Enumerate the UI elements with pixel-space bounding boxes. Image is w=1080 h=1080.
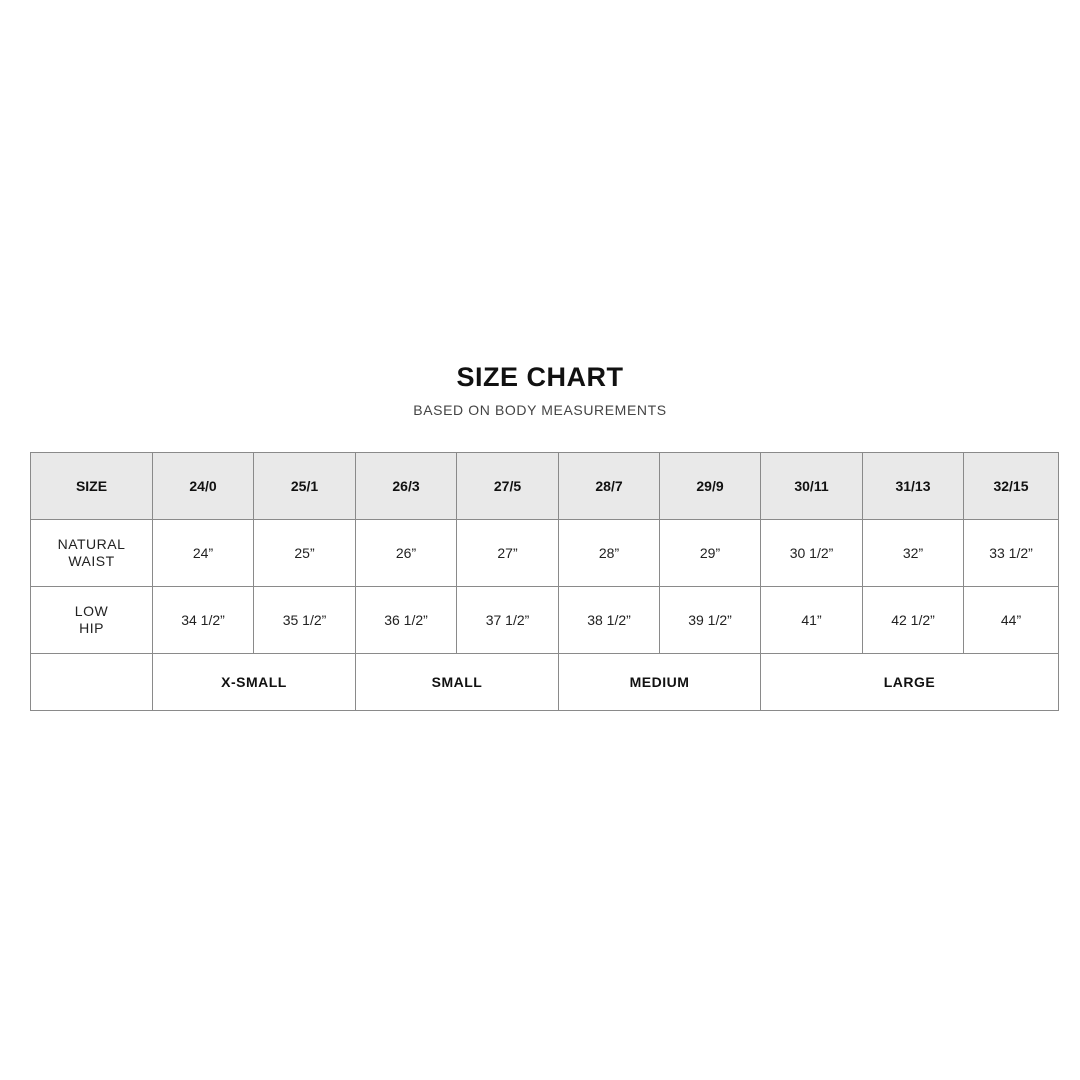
- page-subtitle: BASED ON BODY MEASUREMENTS: [413, 402, 667, 418]
- hip-cell: 44”: [964, 587, 1059, 654]
- row-label-low-hip: [31, 587, 153, 654]
- size-header-cell: 25/1: [254, 453, 356, 520]
- waist-cell: 25”: [254, 520, 356, 587]
- table-row-low-hip: [31, 587, 1059, 654]
- size-header-cell: 24/0: [153, 453, 254, 520]
- table-row-size-groups: [31, 654, 1059, 711]
- hip-cell: 37 1/2”: [457, 587, 559, 654]
- size-group-small: SMALL: [356, 654, 559, 711]
- waist-cell: 33 1/2”: [964, 520, 1059, 587]
- hip-cell: 38 1/2”: [559, 587, 660, 654]
- size-header-cell: 26/3: [356, 453, 457, 520]
- size-header-cell: 29/9: [660, 453, 761, 520]
- page-title: SIZE CHART: [456, 362, 624, 392]
- waist-cell: 27”: [457, 520, 559, 587]
- row-label-natural-waist: [31, 520, 153, 587]
- waist-cell: 26”: [356, 520, 457, 587]
- hip-cell: 35 1/2”: [254, 587, 356, 654]
- size-header-cell: 28/7: [559, 453, 660, 520]
- size-header-cell: 32/15: [964, 453, 1059, 520]
- hip-cell: 34 1/2”: [153, 587, 254, 654]
- size-group-medium: MEDIUM: [559, 654, 761, 711]
- empty-group-label-cell: [31, 654, 153, 711]
- hip-cell: 39 1/2”: [660, 587, 761, 654]
- size-header-cell: 31/13: [863, 453, 964, 520]
- waist-cell: 32”: [863, 520, 964, 587]
- hip-cell: 41”: [761, 587, 863, 654]
- size-group-large: LARGE: [761, 654, 1059, 711]
- row-label-line: NATURAL: [57, 536, 126, 552]
- table-row-natural-waist: [31, 520, 1059, 587]
- hip-cell: 42 1/2”: [863, 587, 964, 654]
- waist-cell: 30 1/2”: [761, 520, 863, 587]
- hip-cell: 36 1/2”: [356, 587, 457, 654]
- size-header-cell: 30/11: [761, 453, 863, 520]
- size-group-x-small: X-SMALL: [153, 654, 356, 711]
- size-header-cell: 27/5: [457, 453, 559, 520]
- waist-cell: 24”: [153, 520, 254, 587]
- header-size-label: SIZE: [31, 453, 153, 520]
- row-label-line: HIP: [79, 620, 104, 636]
- size-chart-table: [30, 452, 1059, 711]
- waist-cell: 28”: [559, 520, 660, 587]
- row-label-line: WAIST: [68, 553, 115, 569]
- row-label-line: LOW: [74, 603, 109, 619]
- table-header-row: [31, 453, 1059, 520]
- waist-cell: 29”: [660, 520, 761, 587]
